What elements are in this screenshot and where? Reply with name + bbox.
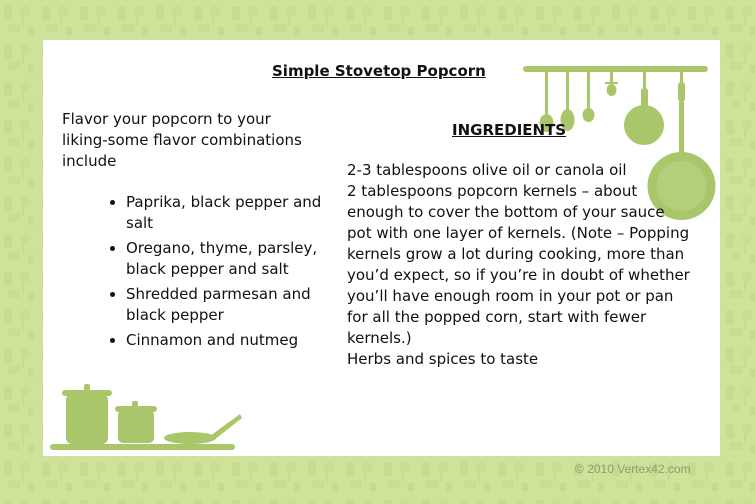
list-item: • Shredded parmesan and black pepper bbox=[126, 284, 336, 326]
list-item: • Oregano, thyme, parsley, black pepper and salt bbox=[126, 238, 336, 280]
cookware-icon bbox=[40, 380, 245, 460]
list-item: • Cinnamon and nutmeg bbox=[126, 330, 336, 351]
ingredient-line: 2-3 tablespoons olive oil or canola oil bbox=[347, 161, 627, 179]
ingredients-list bbox=[347, 160, 692, 370]
flavor-list bbox=[90, 192, 336, 355]
list-item: • Paprika, black pepper and salt bbox=[126, 192, 336, 234]
copyright-text: © 2010 Vertex42.com bbox=[575, 462, 691, 476]
recipe-title: Simple Stovetop Popcorn bbox=[272, 62, 486, 80]
ingredient-line: 2 tablespoons popcorn kernels – about enough to cover the bottom of your sauce pot with one layer of kernels. (Note – Popping kernels grow a lot during cooking, more than you’d expect, so if you’re in doubt of whether you’ll have enough room in your pot or pan for all the popped corn, start with fewer kernels.) bbox=[347, 182, 690, 347]
flavor-intro: Flavor your popcorn to your liking-some flavor combinations include bbox=[62, 110, 302, 170]
ingredient-line: Herbs and spices to taste bbox=[347, 350, 539, 368]
ingredients-heading: INGREDIENTS bbox=[452, 121, 567, 139]
